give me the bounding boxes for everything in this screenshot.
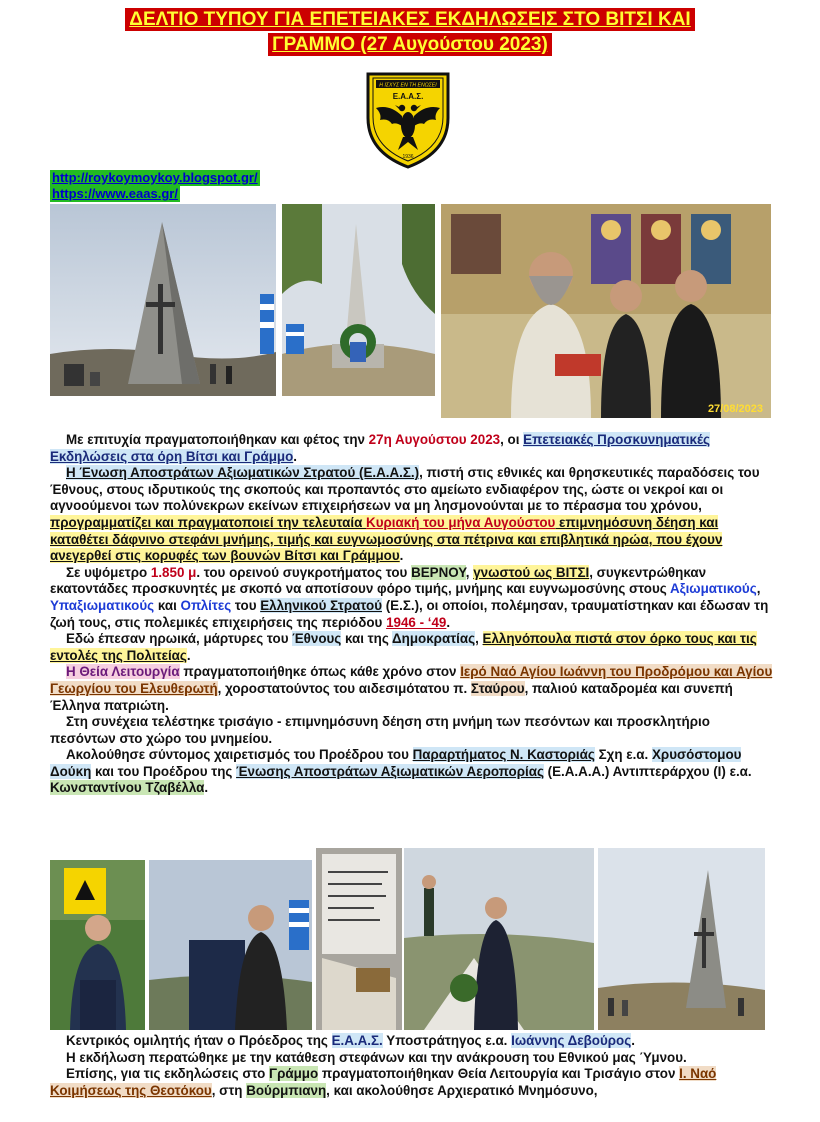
p3-vernon: ΒΕΡΝΟΥ	[411, 564, 466, 580]
logo-abbr: Ε.Α.Α.Σ.	[392, 92, 424, 101]
p2-sunday: Κυριακή	[366, 514, 420, 530]
p4-youth: Ελληνόπουλα πιστά στον όρκο τους και τις εντολές της Πολιτείας	[50, 631, 757, 663]
paragraph-6: Στη συνέχεια τελέστηκε τρισάγιο - επιμνημόσυνη δέηση στη μνήμη των πεσόντων και προσκλητήριο πεσόντων στο χώρο του μνημείου.	[50, 714, 710, 746]
p4-text-d: .	[186, 647, 191, 663]
p10-text-c: , στη	[211, 1082, 247, 1098]
paragraph-4	[50, 631, 775, 664]
p2-text-a: , πιστή στις εθνικές και θρησκευτικές παραδόσεις του Έθνους, στους ιδρυτικούς της σκοπούς και προπαντός στο αμείωτο ενδιαφέρον της, ώστε οι νεκροί και οι αγνοούμενοι των πολύνεκρων εκείνων επιχειρήσεων να μη λησμονούνται με το πέρασμα του χρόνου,	[50, 465, 760, 514]
monument-crowd-photo	[598, 848, 765, 1030]
p3-text-f: και	[154, 597, 181, 613]
logo-motto: Η ΙΣΧΥΣ ΕΝ ΤΗ ΕΝΩΣΕΙ	[379, 82, 437, 89]
p4-democracy: Δημοκρατίας	[392, 631, 476, 647]
p3-known-as: γνωστού ως ΒΙΤΣΙ	[473, 564, 590, 580]
paragraph-10	[50, 1066, 775, 1099]
p10-grammos: Γράμμο	[269, 1066, 319, 1082]
p1-text-c: .	[293, 448, 298, 464]
p3-text-g: του	[231, 597, 261, 613]
eaas-shield-logo	[362, 70, 454, 170]
p3-period: 1946 - ‘49	[386, 614, 447, 630]
p5-church: Ιερό Ναό Αγίου Ιωάννη του Προδρόμου και Αγίου Γεωργίου του Ελευθερωτή	[50, 664, 773, 696]
p8-devouros: Ιωάννης Δεβούρος	[511, 1033, 632, 1048]
p3-text-d: , συγκεντρώθηκαν εκατοντάδες προσκυνητές με σκοπό να αποτίσουν φόρο τιμής, μνήμης και ευγνωμοσύνης στους	[50, 564, 707, 597]
p7-text-a: Ακολούθησε σύντομος χαιρετισμός του Προέδρου του	[66, 747, 413, 763]
p4-text-b: και της	[341, 631, 393, 647]
blog-link[interactable]: http://roykoymoykoy.blogspot.gr/	[52, 170, 258, 185]
p3-text-a: Σε υψόμετρο	[66, 564, 151, 580]
p8-eaas: Ε.Α.Α.Σ.	[331, 1033, 383, 1048]
title-line-1: ΔΕΛΤΙΟ ΤΥΠΟΥ ΓΙΑ ΕΠΕΤΕΙΑΚΕΣ ΕΚΔΗΛΩΣΕΙΣ ΣΤΟ ΒΙΤΣΙ ΚΑΙ	[125, 8, 694, 31]
p3-altitude: 1.850 μ	[150, 564, 197, 580]
p3-text-h: (Ε.Σ.), οι οποίοι, πολέμησαν, τραυματίστηκαν και έδωσαν τη ζωή τους, στις πολεμικές επιχειρήσεις της περιόδου	[50, 597, 769, 630]
p8-text-a: Κεντρικός ομιλητής ήταν ο Πρόεδρος της	[66, 1033, 332, 1048]
paragraph-1	[50, 432, 775, 465]
p2-org: Η Ένωση Αποστράτων Αξιωματικών Στρατού (Ε.Α.Α.Σ.)	[66, 465, 420, 481]
p4-text-c: ,	[475, 631, 483, 647]
p1-events-link: Επετειακές Προσκυνηματικές Εκδηλώσεις στα όρη Βίτσι και Γράμμο	[50, 432, 710, 464]
p5-stavros: Σταύρου	[470, 680, 525, 696]
p10-vourbiani: Βούρμπιανη	[246, 1082, 327, 1098]
wreath-laying-photo	[404, 848, 594, 1030]
p7-douki: Χρυσόστομου Δούκη	[50, 747, 742, 779]
p7-text-d: (Ε.Α.Α.Α.) Αντιπτεράρχου (Ι) ε.α.	[543, 763, 752, 779]
priest-service-photo	[441, 204, 771, 418]
title-line-2: ΓΡΑΜΜΟ (27 Αυγούστου 2023)	[268, 33, 552, 56]
p3-nco: Υπαξιωματικούς	[50, 597, 155, 613]
p10-naos: Ι. Ναό Κοιμήσεως της Θεοτόκου	[50, 1066, 717, 1098]
p3-text-b: . του ορεινού συγκροτήματος του	[196, 564, 412, 580]
paragraph-2	[50, 465, 775, 565]
p1-text-b: , οι	[500, 432, 524, 447]
p10-text-b: πραγματοποιήθηκαν Θεία Λειτουργία και Τρισάγιο στον	[318, 1066, 680, 1082]
p2-rest: επιμνημόσυνη δέηση και καταθέτει δάφνινο στεφάνι μνήμης, τιμής και ευγνωμοσύνης στα πέτρινα και επιβλητικά ηρώα, που έχουν ανεγερθεί στις κορυφές των βουνών Βίτσι και Γράμμου	[50, 514, 723, 564]
p1-date: 27η Αυγούστου 2023	[368, 432, 501, 447]
document-title	[0, 8, 820, 58]
paragraph-3	[50, 565, 775, 631]
p10-text-d: , και ακολούθησε Αρχιερατικό Μνημόσυνο,	[326, 1082, 598, 1098]
p4-nation: Έθνους	[292, 631, 342, 647]
links-block	[50, 170, 260, 202]
p7-tzavella: Κωνσταντίνου Τζαβέλλα	[50, 780, 205, 796]
eaas-website-link[interactable]: https://www.eaas.gr/	[52, 186, 178, 201]
p3-officers: Αξιωματικούς	[669, 581, 757, 597]
p10-text-a: Επίσης, για τις εκδηλώσεις στο	[66, 1066, 270, 1082]
p3-hoplites: Οπλίτες	[180, 597, 232, 613]
speaker-podium-photo	[50, 860, 145, 1030]
p7-union: Ένωσης Αποστράτων Αξιωματικών Αεροπορίας	[236, 763, 544, 779]
p7-text-e: .	[204, 780, 209, 796]
p5-text-b: , χοροστατούντος του αιδεσιμότατου π.	[217, 680, 471, 696]
p1-text-a: Με επιτυχία πραγματοποιήθηκαν και φέτος την	[66, 432, 369, 447]
plaque-wreath-photo	[316, 848, 402, 1030]
monument-wreath-photo	[282, 204, 435, 396]
monument-cross-photo	[50, 204, 276, 396]
p2-month: του μήνα Αυγούστου	[419, 514, 556, 530]
paragraph-8	[50, 1033, 775, 1050]
p4-text-a: Εδώ έπεσαν ηρωικά, μάρτυρες του	[66, 631, 293, 647]
paragraph-7	[50, 747, 775, 797]
speaker-flag-photo	[149, 860, 312, 1030]
paragraph-5	[50, 664, 775, 714]
p2-end: .	[399, 548, 404, 564]
p5-text-c: , παλιού καταδρομέα και συνεπή Έλληνα πατριώτη.	[50, 680, 733, 713]
logo-year: 1936	[402, 154, 414, 160]
p8-text-b: Υποστράτηγος ε.α.	[382, 1033, 512, 1048]
p2-program: προγραμματίζει και πραγματοποιεί την τελευταία	[50, 514, 367, 530]
p3-text-c: ,	[465, 564, 474, 580]
p3-text-i: .	[446, 614, 451, 630]
p7-text-b: Σχη ε.α.	[594, 747, 652, 763]
p3-army: Ελληνικού Στρατού	[260, 597, 382, 613]
p8-text-c: .	[631, 1033, 635, 1048]
photo-date-stamp: 27/08/2023	[707, 403, 763, 415]
p7-text-c: και του Προέδρου της	[91, 763, 237, 779]
p7-branch: Παραρτήματος Ν. Καστοριάς	[412, 747, 595, 763]
article-body-top	[50, 432, 775, 797]
article-body-bottom	[50, 1033, 775, 1099]
paragraph-9: Η εκδήλωση περατώθηκε με την κατάθεση στεφάνων και την ανάκρουση του Εθνικού μας Ύμνου.	[66, 1049, 687, 1065]
p5-liturgy: Η Θεία Λειτουργία	[66, 664, 180, 680]
p3-text-e: ,	[756, 581, 761, 597]
p5-text-a: πραγματοποιήθηκε όπως κάθε χρόνο στον	[179, 664, 461, 680]
